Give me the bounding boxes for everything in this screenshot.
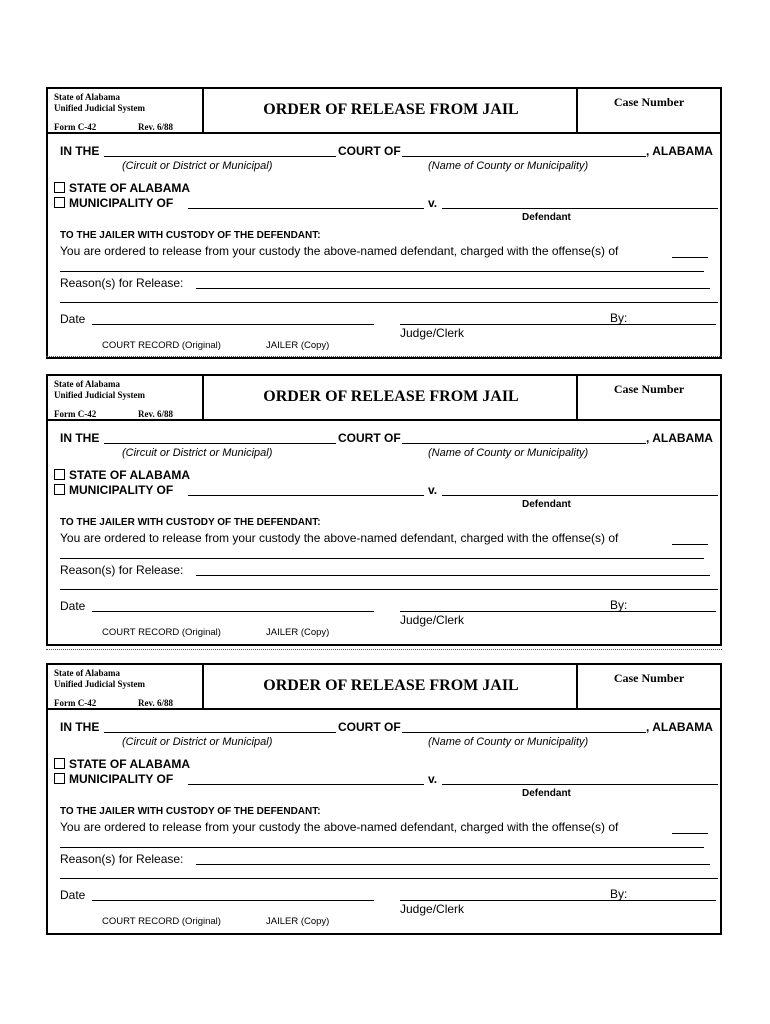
date-field[interactable] <box>92 324 374 325</box>
state-option-label: STATE OF ALABAMA <box>69 757 191 771</box>
by-label: By: <box>610 887 628 901</box>
municipality-checkbox[interactable] <box>54 197 65 208</box>
in-the-label: IN THE <box>60 720 100 734</box>
form-revision: Rev. 6/88 <box>138 122 173 132</box>
alabama-label: , ALABAMA <box>646 144 713 158</box>
release-order-form <box>46 87 722 359</box>
case-number-block <box>578 89 720 132</box>
court-of-label: COURT OF <box>338 144 401 158</box>
state-checkbox[interactable] <box>54 182 65 193</box>
county-hint: (Name of County or Municipality) <box>428 736 589 748</box>
form-title: ORDER OF RELEASE FROM JAIL <box>263 388 519 405</box>
jailer-copy: JAILER (Copy) <box>266 916 330 927</box>
defendant-label: Defendant <box>522 499 571 510</box>
judge-clerk-label: Judge/Clerk <box>400 326 465 340</box>
date-label: Date <box>60 888 86 902</box>
versus-label: v. <box>428 772 438 786</box>
header-divider <box>48 419 720 421</box>
release-instruction: You are ordered to release from your custody the above-named defendant, charged with the offense(s) of <box>60 820 619 834</box>
court-record-copy: COURT RECORD (Original) <box>102 627 221 638</box>
county-field[interactable] <box>402 156 646 157</box>
reasons-field[interactable] <box>196 288 710 289</box>
offense-field-line[interactable] <box>60 847 704 848</box>
reasons-field-line[interactable] <box>60 302 718 303</box>
release-order-form <box>46 374 722 646</box>
state-option-label: STATE OF ALABAMA <box>69 181 191 195</box>
form-revision: Rev. 6/88 <box>138 409 173 419</box>
release-instruction: You are ordered to release from your custody the above-named defendant, charged with the offense(s) of <box>60 244 619 258</box>
case-number-block <box>578 376 720 419</box>
court-type-hint: (Circuit or District or Municipal) <box>122 160 273 172</box>
alabama-label: , ALABAMA <box>646 720 713 734</box>
municipality-name-field[interactable] <box>188 784 424 785</box>
form-number: Form C-42 <box>54 122 97 132</box>
form-header <box>48 89 720 132</box>
offense-field-line[interactable] <box>60 271 704 272</box>
header-divider <box>48 708 720 710</box>
in-the-label: IN THE <box>60 431 100 445</box>
form-header <box>48 665 720 708</box>
date-label: Date <box>60 312 86 326</box>
state-name: State of Alabama <box>54 668 120 678</box>
title-block <box>204 89 578 132</box>
release-instruction: You are ordered to release from your custody the above-named defendant, charged with the offense(s) of <box>60 531 619 545</box>
offense-field-line[interactable] <box>60 558 704 559</box>
court-type-field[interactable] <box>104 156 336 157</box>
issuer-block <box>48 89 204 132</box>
versus-label: v. <box>428 196 438 210</box>
offense-field-start[interactable] <box>672 257 708 258</box>
form-header <box>48 376 720 419</box>
court-type-hint: (Circuit or District or Municipal) <box>122 736 273 748</box>
judge-clerk-label: Judge/Clerk <box>400 902 465 916</box>
date-field[interactable] <box>92 900 374 901</box>
municipality-option-label: MUNICIPALITY OF <box>69 196 174 210</box>
defendant-label: Defendant <box>522 788 571 799</box>
reasons-label: Reason(s) for Release: <box>60 563 184 577</box>
defendant-name-field[interactable] <box>442 495 718 496</box>
issuer-block <box>48 376 204 419</box>
issuer-block <box>48 665 204 708</box>
municipality-option-label: MUNICIPALITY OF <box>69 772 174 786</box>
form-title: ORDER OF RELEASE FROM JAIL <box>263 677 519 694</box>
municipality-checkbox[interactable] <box>54 484 65 495</box>
reasons-field-line[interactable] <box>60 589 718 590</box>
judge-clerk-label: Judge/Clerk <box>400 613 465 627</box>
date-field[interactable] <box>92 611 374 612</box>
system-name: Unified Judicial System <box>54 679 146 689</box>
title-block <box>204 376 578 419</box>
offense-field-start[interactable] <box>672 833 708 834</box>
case-number-block <box>578 665 720 708</box>
in-the-label: IN THE <box>60 144 100 158</box>
cut-line-separator <box>46 356 722 357</box>
title-block <box>204 665 578 708</box>
date-label: Date <box>60 599 86 613</box>
form-title: ORDER OF RELEASE FROM JAIL <box>263 101 519 118</box>
header-divider <box>48 132 720 134</box>
by-label: By: <box>610 311 628 325</box>
system-name: Unified Judicial System <box>54 390 146 400</box>
form-revision: Rev. 6/88 <box>138 698 173 708</box>
judge-signature-field[interactable] <box>400 900 716 901</box>
case-number-label: Case Number <box>613 671 685 685</box>
judge-signature-field[interactable] <box>400 611 716 612</box>
jailer-copy: JAILER (Copy) <box>266 627 330 638</box>
county-field[interactable] <box>402 732 646 733</box>
alabama-label: , ALABAMA <box>646 431 713 445</box>
defendant-name-field[interactable] <box>442 784 718 785</box>
county-hint: (Name of County or Municipality) <box>428 160 589 172</box>
to-jailer-heading: TO THE JAILER WITH CUSTODY OF THE DEFENDANT: <box>60 806 321 817</box>
court-of-label: COURT OF <box>338 720 401 734</box>
to-jailer-heading: TO THE JAILER WITH CUSTODY OF THE DEFENDANT: <box>60 230 321 241</box>
system-name: Unified Judicial System <box>54 103 146 113</box>
reasons-label: Reason(s) for Release: <box>60 852 184 866</box>
case-number-label: Case Number <box>613 382 685 396</box>
county-hint: (Name of County or Municipality) <box>428 447 589 459</box>
state-checkbox[interactable] <box>54 758 65 769</box>
judge-signature-field[interactable] <box>400 324 716 325</box>
release-order-form <box>46 663 722 935</box>
state-checkbox[interactable] <box>54 469 65 480</box>
defendant-label: Defendant <box>522 212 571 223</box>
state-name: State of Alabama <box>54 379 120 389</box>
court-record-copy: COURT RECORD (Original) <box>102 916 221 927</box>
court-of-label: COURT OF <box>338 431 401 445</box>
county-field[interactable] <box>402 443 646 444</box>
municipality-name-field[interactable] <box>188 208 424 209</box>
form-number: Form C-42 <box>54 409 97 419</box>
municipality-option-label: MUNICIPALITY OF <box>69 483 174 497</box>
reasons-field[interactable] <box>196 575 710 576</box>
case-number-label: Case Number <box>613 95 685 109</box>
state-option-label: STATE OF ALABAMA <box>69 468 191 482</box>
cut-line-separator <box>46 649 722 650</box>
jailer-copy: JAILER (Copy) <box>266 340 330 351</box>
reasons-field[interactable] <box>196 864 710 865</box>
reasons-field-line[interactable] <box>60 878 718 879</box>
offense-field-start[interactable] <box>672 544 708 545</box>
court-record-copy: COURT RECORD (Original) <box>102 340 221 351</box>
form-number: Form C-42 <box>54 698 97 708</box>
court-type-field[interactable] <box>104 443 336 444</box>
court-type-field[interactable] <box>104 732 336 733</box>
defendant-name-field[interactable] <box>442 208 718 209</box>
reasons-label: Reason(s) for Release: <box>60 276 184 290</box>
municipality-name-field[interactable] <box>188 495 424 496</box>
court-type-hint: (Circuit or District or Municipal) <box>122 447 273 459</box>
state-name: State of Alabama <box>54 92 120 102</box>
to-jailer-heading: TO THE JAILER WITH CUSTODY OF THE DEFENDANT: <box>60 517 321 528</box>
versus-label: v. <box>428 483 438 497</box>
by-label: By: <box>610 598 628 612</box>
municipality-checkbox[interactable] <box>54 773 65 784</box>
